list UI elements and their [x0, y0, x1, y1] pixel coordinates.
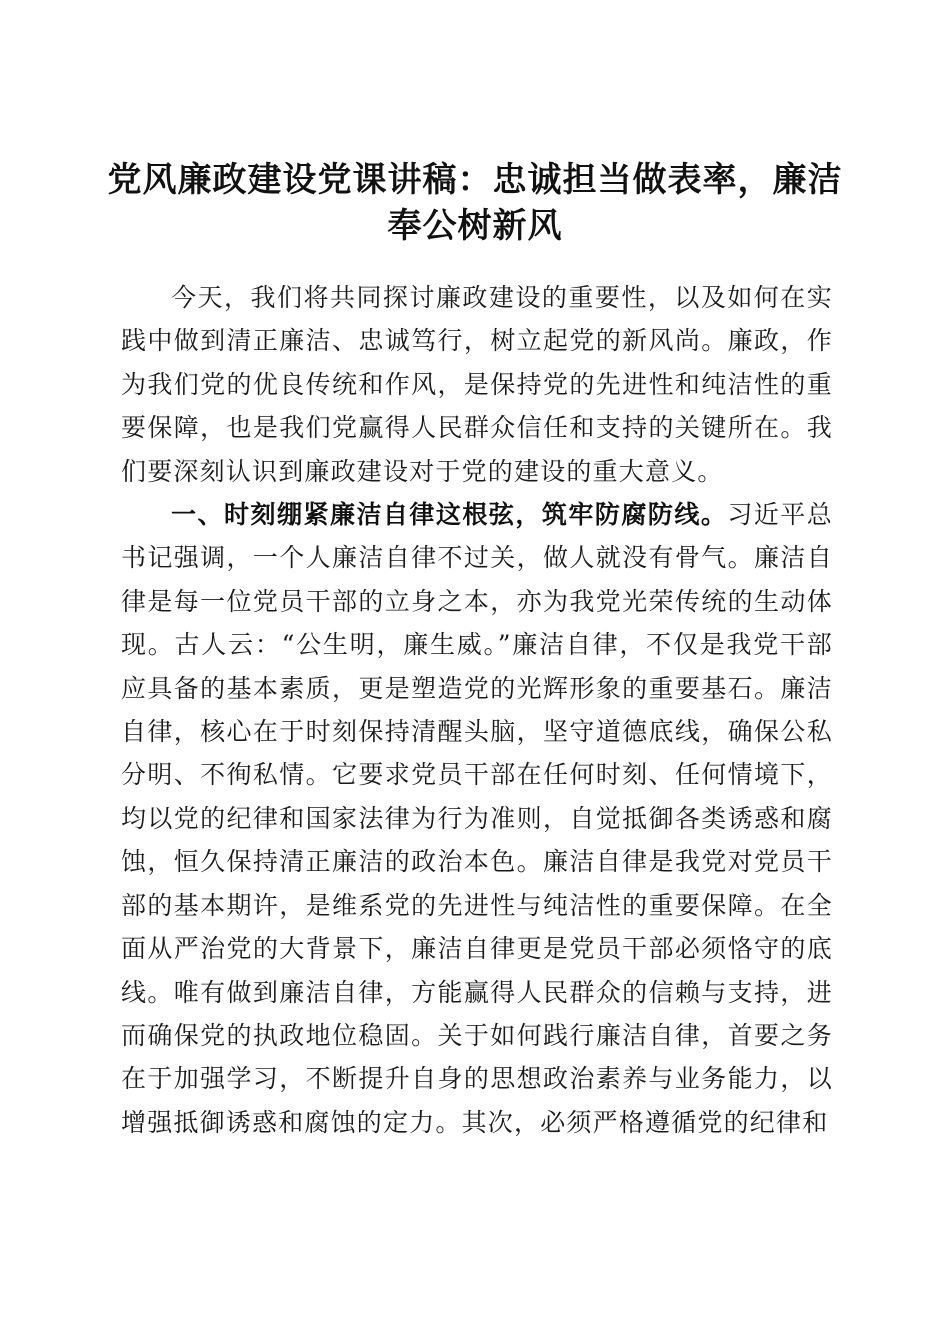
section-one-heading: 一、时刻绷紧廉洁自律这根弦，筑牢防腐防线。 — [171, 500, 728, 530]
document-title: 党风廉政建设党课讲稿：忠诚担当做表率，廉洁奉公树新风 — [107, 159, 843, 246]
document-body — [121, 276, 833, 1144]
intro-paragraph: 今天，我们将共同探讨廉政建设的重要性，以及如何在实践中做到清正廉洁、忠诚笃行，树立起党的新风尚。廉政，作为我们党的优良传统和作风，是保持党的先进性和纯洁性的重要保障，也是我们党赢得人民群众信任和支持的关键所在。我们要深刻认识到廉政建设对于党的建设的重大意义。 — [121, 283, 833, 486]
section-one-paragraph — [121, 493, 833, 1144]
section-one-text: 习近平总书记强调，一个人廉洁自律不过关，做人就没有骨气。廉洁自律是每一位党员干部的立身之本，亦为我党光荣传统的生动体现。古人云：“公生明，廉生威。”廉洁自律，不仅是我党干部应具备的基本素质，更是塑造党的光辉形象的重要基石。廉洁自律，核心在于时刻保持清醒头脑，坚守道德底线，确保公私分明、不徇私情。它要求党员干部在任何时刻、任何情境下，均以党的纪律和国家法律为行为准则，自觉抵御各类诱惑和腐蚀，恒久保持清正廉洁的政治本色。廉洁自律是我党对党员干部的基本期许，是维系党的先进性与纯洁性的重要保障。在全面从严治党的大背景下，廉洁自律更是党员干部必须恪守的底线。唯有做到廉洁自律，方能赢得人民群众的信赖与支持，进而确保党的执政地位稳固。关于如何践行廉洁自律，首要之务在于加强学习，不断提升自身的思想政治素养与业务能力，以增强抵御诱惑和腐蚀的定力。其次，必须严格遵循党的纪律和 — [121, 500, 834, 1137]
